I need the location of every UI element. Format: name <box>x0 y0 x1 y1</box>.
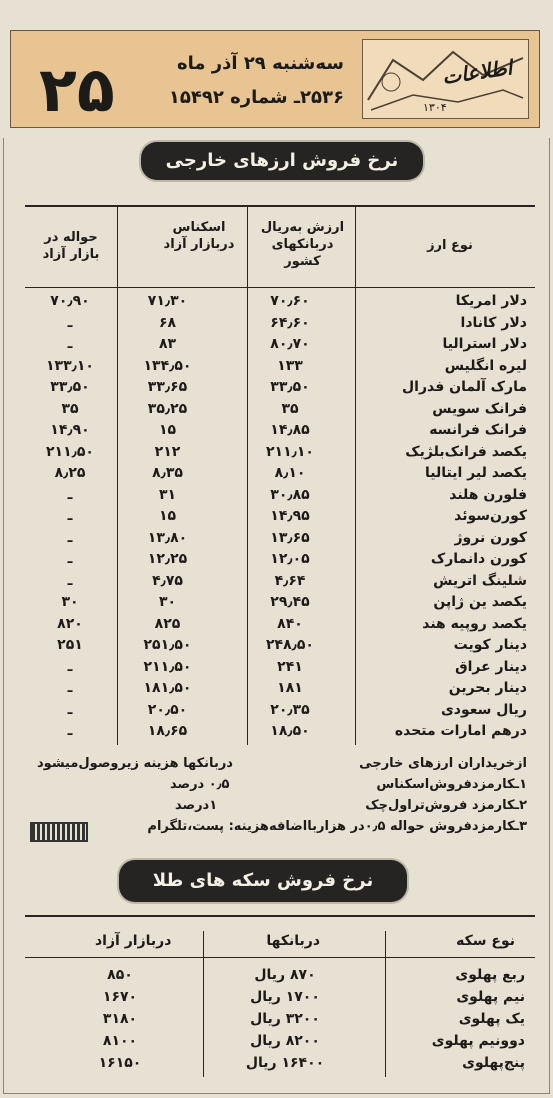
bank-rate: ۲۹٫۴۵ <box>270 594 310 610</box>
currency-name: کورن دانمارک <box>430 551 527 567</box>
bank-rate: ۸۴۰ <box>277 615 303 632</box>
table-row <box>25 530 535 552</box>
currency-name: دینار عراق <box>455 658 527 675</box>
table-row <box>25 659 535 681</box>
note-line1-right: ازخریداران ارزهای خارجی <box>359 756 527 771</box>
currency-name: ریال سعودی <box>440 701 527 718</box>
currency-name: مارک آلمان فدرال <box>402 379 527 395</box>
currency-name: درهم امارات متحده <box>394 723 527 739</box>
bank-price: ۸۷۰ ریال <box>254 967 316 983</box>
bank-rate: ۱۴٫۹۵ <box>270 508 310 524</box>
bank-rate: ۳۰٫۸۵ <box>270 486 310 503</box>
table-row <box>25 1011 535 1033</box>
currency-name: یکصد فرانک‌بلژیک <box>405 443 527 460</box>
col-header-bank: ارزش به‌ریال دربانکهای کشور <box>260 220 345 269</box>
col-header-bank: دربانکها <box>266 933 320 949</box>
bank-rate: ۸۰٫۷۰ <box>270 336 310 352</box>
bank-rate: ۶۴٫۶۰ <box>270 314 310 331</box>
col-header-free: حواله در بازار آزاد <box>42 230 100 262</box>
table-row <box>25 293 535 315</box>
table-row <box>25 379 535 401</box>
exkonas-rate: ۱۳٫۸۰ <box>147 529 188 546</box>
exkonas-rate: ۱۵ <box>158 422 177 438</box>
free-rate: ـ <box>67 723 73 739</box>
currency-name: کورن‌سوئد <box>454 508 527 524</box>
bank-rate: ۱۳٫۶۵ <box>270 529 310 546</box>
table-row <box>25 336 535 358</box>
bank-price: ۱۷۰۰ ریال <box>250 989 320 1005</box>
coin-name: دوونیم پهلوی <box>431 1033 525 1049</box>
exkonas-rate: ۳۱ <box>158 486 177 503</box>
bank-rate: ۲۱۱٫۱۰ <box>266 443 314 460</box>
exkonas-rate: ۱۳۴٫۵۰ <box>143 357 192 374</box>
currency-name: فرانک سویس <box>432 400 527 417</box>
exkonas-rate: ۳۳٫۶۵ <box>147 379 188 395</box>
free-rate: ـ <box>67 701 73 718</box>
gold-section-title: نرخ فروش سکه های طلا <box>119 860 407 902</box>
date-line: سه‌شنبه ۲۹ آذر ماه <box>176 53 344 74</box>
header-divider <box>25 287 535 288</box>
exkonas-rate: ۸۳ <box>158 336 177 352</box>
bank-rate: ۲۴۱ <box>277 658 303 675</box>
bank-rate: ۴٫۶۴ <box>274 572 306 589</box>
logo-title: اطلاعات <box>440 55 514 89</box>
currency-name: شلینگ اتریش <box>433 572 527 589</box>
coin-name: نیم پهلوی <box>456 989 525 1005</box>
exkonas-rate: ۸۲۵ <box>154 615 181 632</box>
col-header-coin: نوع سکه <box>456 933 515 949</box>
note-line1-left: دربانکها هزینه زیروصول‌میشود <box>37 756 233 771</box>
col-header-exkonas: اسکناس دربازار آزاد <box>163 220 235 252</box>
table-row <box>25 723 535 745</box>
bank-rate: ۱۸۱ <box>277 680 303 696</box>
currency-rows <box>25 293 535 745</box>
table-row <box>25 989 535 1011</box>
page-number: ۲۵ <box>39 53 115 126</box>
gold-table <box>25 915 535 1087</box>
bank-rate: ۲۴۸٫۵۰ <box>266 637 314 653</box>
currency-name: فرانک فرانسه <box>429 422 527 438</box>
free-rate: ۱۳۳٫۱۰ <box>46 357 94 374</box>
free-rate: ـ <box>67 486 73 503</box>
newspaper-logo <box>362 39 529 119</box>
table-row <box>25 315 535 337</box>
free-rate: ۸۲۰ <box>57 615 83 632</box>
note-line3-left: ۱درصد <box>175 798 218 813</box>
table-row <box>25 594 535 616</box>
currency-name: لیره انگلیس <box>444 357 527 374</box>
currency-section-title: نرخ فروش ارزهای خارجی <box>141 142 423 180</box>
free-rate: ـ <box>67 680 73 696</box>
bank-price: ۱۶۴۰۰ ریال <box>245 1055 325 1071</box>
table-row <box>25 487 535 509</box>
exkonas-rate: ۲۵۱٫۵۰ <box>143 637 192 653</box>
bank-rate: ۱۸٫۵۰ <box>270 723 310 739</box>
coin-name: پنج‌پهلوی <box>462 1055 525 1071</box>
free-price: ۱۶۷۰ <box>102 989 138 1005</box>
col-header-free: دربازار آزاد <box>95 933 172 949</box>
bank-rate: ۸٫۱۰ <box>274 465 306 481</box>
coin-name: یک پهلوی <box>458 1011 525 1027</box>
exkonas-rate: ۱۵ <box>158 508 177 524</box>
free-rate: ۳۰ <box>61 594 79 610</box>
currency-table <box>25 205 535 745</box>
exkonas-rate: ۱۸۱٫۵۰ <box>143 680 192 696</box>
table-row <box>25 1055 535 1077</box>
gold-rows <box>25 967 535 1077</box>
currency-name: یکصد لیر ایتالیا <box>425 465 527 481</box>
free-rate: ۳۵ <box>61 400 79 417</box>
free-rate: ـ <box>67 572 73 589</box>
free-price: ۸۵۰ <box>107 967 133 983</box>
exkonas-rate: ۷۱٫۳۰ <box>147 293 188 309</box>
exkonas-rate: ۳۰ <box>158 594 177 610</box>
exkonas-rate: ۶۸ <box>158 314 177 331</box>
issue-line: ۲۵۳۶ـ شماره ۱۵۴۹۲ <box>168 87 344 108</box>
table-row <box>25 702 535 724</box>
free-rate: ـ <box>67 508 73 524</box>
table-row <box>25 444 535 466</box>
bank-rate: ۱۴٫۸۵ <box>270 422 310 438</box>
exkonas-rate: ۳۵٫۲۵ <box>147 400 188 417</box>
table-row <box>25 551 535 573</box>
exkonas-rate: ۴٫۷۵ <box>152 572 183 589</box>
exkonas-rate: ۱۸٫۶۵ <box>147 723 188 739</box>
free-rate: ـ <box>67 336 73 352</box>
coin-name: ربع پهلوی <box>455 967 525 983</box>
table-row <box>25 637 535 659</box>
currency-name: کورن نروژ <box>454 529 527 546</box>
bank-rate: ۳۵ <box>281 400 299 417</box>
note-line2-left: ۰٫۵ درصد <box>170 777 230 792</box>
free-price: ۱۶۱۵۰ <box>98 1055 142 1071</box>
free-price: ۳۱۸۰ <box>102 1011 138 1027</box>
currency-name: دینار کویت <box>453 637 527 653</box>
bank-price: ۸۲۰۰ ریال <box>250 1033 320 1049</box>
currency-name: یکصد روپیه هند <box>422 615 527 632</box>
free-rate: ۱۴٫۹۰ <box>50 422 90 438</box>
free-rate: ۸٫۲۵ <box>54 465 86 481</box>
bank-price: ۳۲۰۰ ریال <box>250 1011 320 1027</box>
bank-rate: ۲۰٫۳۵ <box>270 701 310 718</box>
free-rate: ۲۵۱ <box>57 637 83 653</box>
currency-name: دلار کانادا <box>460 314 527 331</box>
stamp-icon <box>30 822 88 842</box>
table-row <box>25 508 535 530</box>
free-rate: ـ <box>67 551 73 567</box>
exkonas-rate: ۲۱۱٫۵۰ <box>143 658 192 675</box>
header-divider <box>25 957 535 958</box>
bank-rate: ۳۳٫۵۰ <box>270 379 310 395</box>
free-rate: ـ <box>67 314 73 331</box>
table-row <box>25 422 535 444</box>
table-row <box>25 967 535 989</box>
table-row <box>25 358 535 380</box>
table-row <box>25 465 535 487</box>
table-row <box>25 616 535 638</box>
note-line4: ۳ـکارمزدفروش حواله ۰٫۵در هزاربااضافه‌هزینه: پست،تلگرام <box>147 819 527 834</box>
currency-name: دلار استرالیا <box>442 336 527 352</box>
bank-rate: ۷۰٫۶۰ <box>270 293 310 309</box>
currency-name: دینار بحرین <box>448 680 527 696</box>
free-rate: ـ <box>67 658 73 675</box>
free-rate: ۳۳٫۵۰ <box>50 379 90 395</box>
free-rate: ـ <box>67 529 73 546</box>
exkonas-rate: ۸٫۳۵ <box>152 465 183 481</box>
table-row <box>25 401 535 423</box>
table-row <box>25 573 535 595</box>
bank-rate: ۱۳۳ <box>277 357 303 374</box>
table-row <box>25 680 535 702</box>
free-rate: ۷۰٫۹۰ <box>50 293 90 309</box>
currency-name: فلورن هلند <box>449 486 527 503</box>
free-price: ۸۱۰۰ <box>102 1033 138 1049</box>
exkonas-rate: ۲۰٫۵۰ <box>147 701 188 718</box>
exkonas-rate: ۲۱۲ <box>154 443 181 460</box>
masthead <box>10 30 540 128</box>
currency-name: یکصد ین ژاپن <box>433 594 527 610</box>
bank-rate: ۱۲٫۰۵ <box>270 551 310 567</box>
note-line3-right: ۲ـکارمزد فروش‌تراول‌چک <box>365 798 527 813</box>
logo-year: ۱۳۰۴ <box>423 101 447 114</box>
col-header-name: نوع ارز <box>427 238 473 253</box>
free-rate: ۲۱۱٫۵۰ <box>46 443 94 460</box>
exkonas-rate: ۱۲٫۲۵ <box>147 551 188 567</box>
note-line2-right: ۱ـکارمزدفروش‌اسکناس <box>376 777 527 792</box>
table-row <box>25 1033 535 1055</box>
currency-name: دلار امریکا <box>455 293 527 309</box>
